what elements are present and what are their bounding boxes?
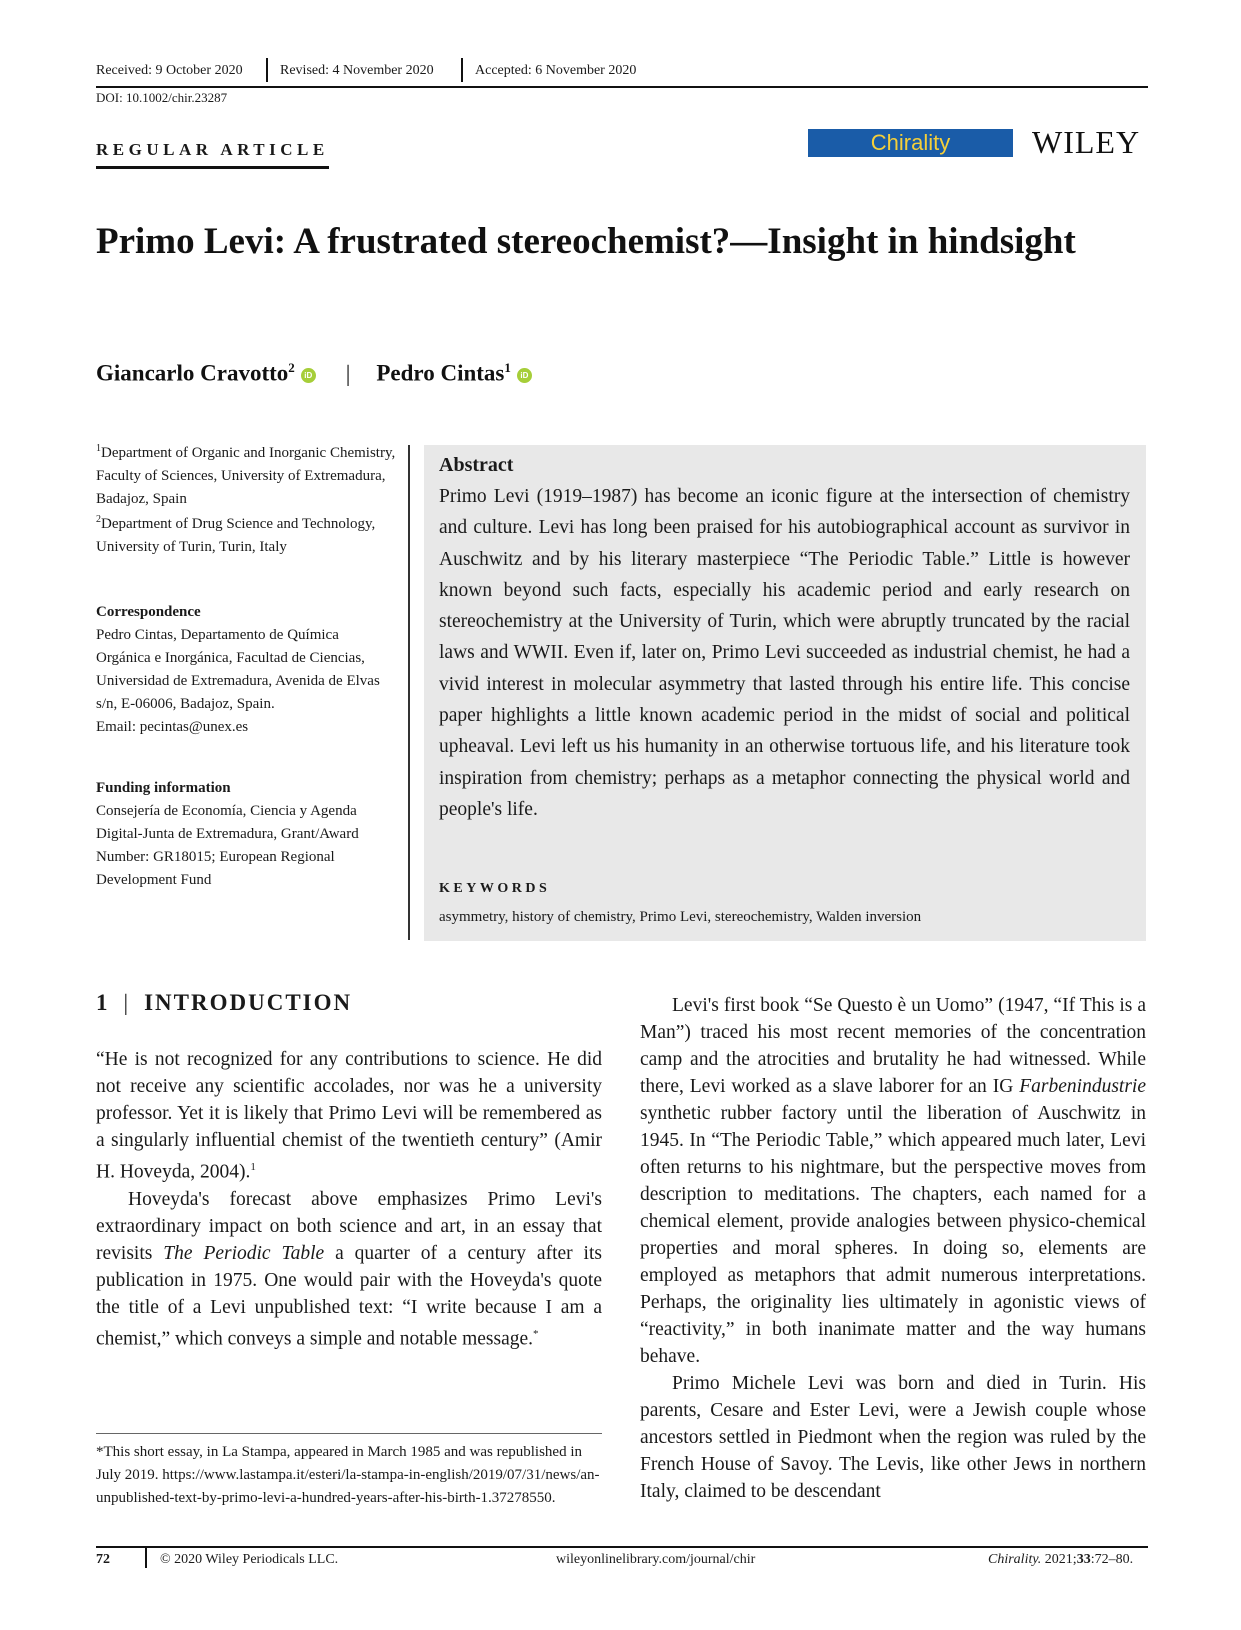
author-name[interactable]: Pedro Cintas — [376, 360, 505, 386]
history-dates — [96, 58, 1148, 88]
divider — [266, 58, 268, 82]
correspondence — [96, 601, 396, 739]
correspondence-email[interactable]: Email: pecintas@unex.es — [96, 719, 249, 735]
revised-date: Revised: 4 November 2020 — [280, 63, 434, 78]
section-title: INTRODUCTION — [144, 990, 353, 1015]
author-name[interactable]: Giancarlo Cravotto — [96, 360, 289, 386]
abstract-text: Primo Levi (1919–1987) has become an iconic figure at the intersection of chemistry and culture. Levi has long been praised for his autobiographical account as survivor in Auschwitz and by his literary masterpiece “The Periodic Table.” Little is however known beyond such facts, especially his academic period and early research on stereochemistry at the University of Turin, which were abruptly truncated by the racial laws and WWII. Even if, later on, Primo Levi succeeded as industrial chemist, he had a vivid interest in molecular asymmetry that lasted through his entire life. This concise paper highlights a little known academic period in the midst of social and political upheaval. Levi left us his humanity in an otherwise tortuous life, and his literature took inspiration from chemistry; perhaps as a metaphor connecting the physical world and people's life. — [439, 486, 1130, 820]
accepted-date: Accepted: 6 November 2020 — [475, 63, 637, 78]
publisher-logo: WILEY — [1032, 124, 1141, 160]
paragraph: Levi's first book “Se Questo è un Uomo” (1947, “If This is a Man”) traced his most recent memories of the concentration camp and the atrocities and brutality he had witnessed. While there, Levi worked as a slave laborer for an IG Farbenindustrie synthetic rubber factory until the liberation of Auschwitz in 1945. In “The Periodic Table,” which appeared much later, Levi often returns to his nightmare, but the perspective moves from description to meditations. The chapters, each named for a chemical element, provide analogies between physico-chemical properties and moral spheres. In doing so, elements are employed as metaphors that admit numerous interpretations. Perhaps, the originality lies ultimately in agonistic views of “reactivity,” in both inanimate matter and the way humans behave. — [640, 995, 1146, 1367]
journal-url[interactable]: wileyonlinelibrary.com/journal/chir — [556, 1552, 756, 1567]
section-number: 1 — [96, 990, 110, 1015]
page-number: 72 — [96, 1552, 110, 1567]
paragraph: Hoveyda's forecast above emphasizes Primo Levi's extraordinary impact on both science and art, in an essay that revisits The Periodic Table a quarter of a century after its publication in 1975. One would pair with the Hoveyda's quote the title of a Levi unpublished text: “I write because I am a chemist,” which conveys a simple and notable message.* — [96, 1188, 602, 1349]
received-date: Received: 9 October 2020 — [96, 63, 243, 78]
citation: Chirality. 2021;33:72–80. — [988, 1552, 1134, 1567]
keywords-heading: KEYWORDS — [439, 881, 551, 896]
affiliation-ref: 2 — [288, 360, 295, 375]
footnote: *This short essay, in La Stampa, appeared in March 1985 and was republished in July 2019. https://www.lastampa.it/esteri/la-stampa-in-english/2019/07/31/news/an-unpublished-text-by-primo-levi-a-hundred-years-after-his-birth-1.37278550. — [96, 1444, 600, 1506]
article-type: REGULAR ARTICLE — [96, 140, 329, 169]
body-column-left — [96, 1046, 602, 1352]
footnote-rule — [96, 1433, 602, 1434]
affiliation: $^2$Department of Drug Science and Technology, University of Turin, Turin, Italy — [96, 514, 376, 555]
doi[interactable]: DOI: 10.1002/chir.23287 — [96, 90, 228, 105]
journal-logo: Chirality — [808, 129, 1013, 157]
copyright: © 2020 Wiley Periodicals LLC. — [160, 1552, 339, 1567]
correspondence-address: Pedro Cintas, Departamento de Química Orgánica e Inorgánica, Facultad de Ciencias, Universidad de Extremadura, Avenida de Elvas s/n, E-06006, Badajoz, Spain. — [96, 627, 380, 712]
footnote-marker[interactable]: * — [533, 1327, 539, 1340]
section-separator: | — [123, 990, 131, 1015]
keywords-text: asymmetry, history of chemistry, Primo Levi, stereochemistry, Walden inversion — [439, 909, 922, 925]
paragraph: “He is not recognized for any contributions to science. He did not receive any scientific accolades, nor was he a university professor. Yet it is likely that Primo Levi will be remembered as a singularly influential chemist of the twentieth century” (Amir H. Hoveyda, 2004).$^1$ — [96, 1049, 602, 1183]
correspondence-heading: Correspondence — [96, 604, 201, 620]
reference-marker[interactable]: 1 — [250, 1161, 256, 1173]
abstract-heading: Abstract — [439, 454, 514, 476]
article-title: Primo Levi: A frustrated stereochemist?—Insight in hindsight — [96, 221, 1076, 262]
author-separator: | — [345, 360, 351, 386]
paragraph: Primo Michele Levi was born and died in Turin. His parents, Cesare and Ester Levi, were a Jewish couple whose ancestors settled in Piedmont when the region was ruled by the French House of Savoy. The Levis, like other Jews in northern Italy, claimed to be descendant — [640, 1373, 1146, 1502]
orcid-icon[interactable]: iD — [517, 368, 532, 383]
body-column-right — [640, 992, 1146, 1505]
funding-heading: Funding information — [96, 780, 231, 796]
section-heading — [96, 990, 352, 1016]
author-list — [96, 360, 532, 387]
affiliation: $^1$Department of Organic and Inorganic Chemistry, Faculty of Sciences, University of Extremadura, Badajoz, Spain — [96, 443, 396, 507]
column-divider — [408, 445, 410, 940]
orcid-icon[interactable]: iD — [301, 368, 316, 383]
affiliation-ref: 1 — [504, 360, 511, 375]
divider — [145, 1548, 147, 1568]
funding-information — [96, 777, 396, 892]
divider — [461, 58, 463, 82]
footer-rule — [96, 1546, 1148, 1548]
funding-text: Consejería de Economía, Ciencia y Agenda Digital-Junta de Extremadura, Grant/Award Number: GR18015; European Regional Development Fund — [96, 803, 359, 888]
